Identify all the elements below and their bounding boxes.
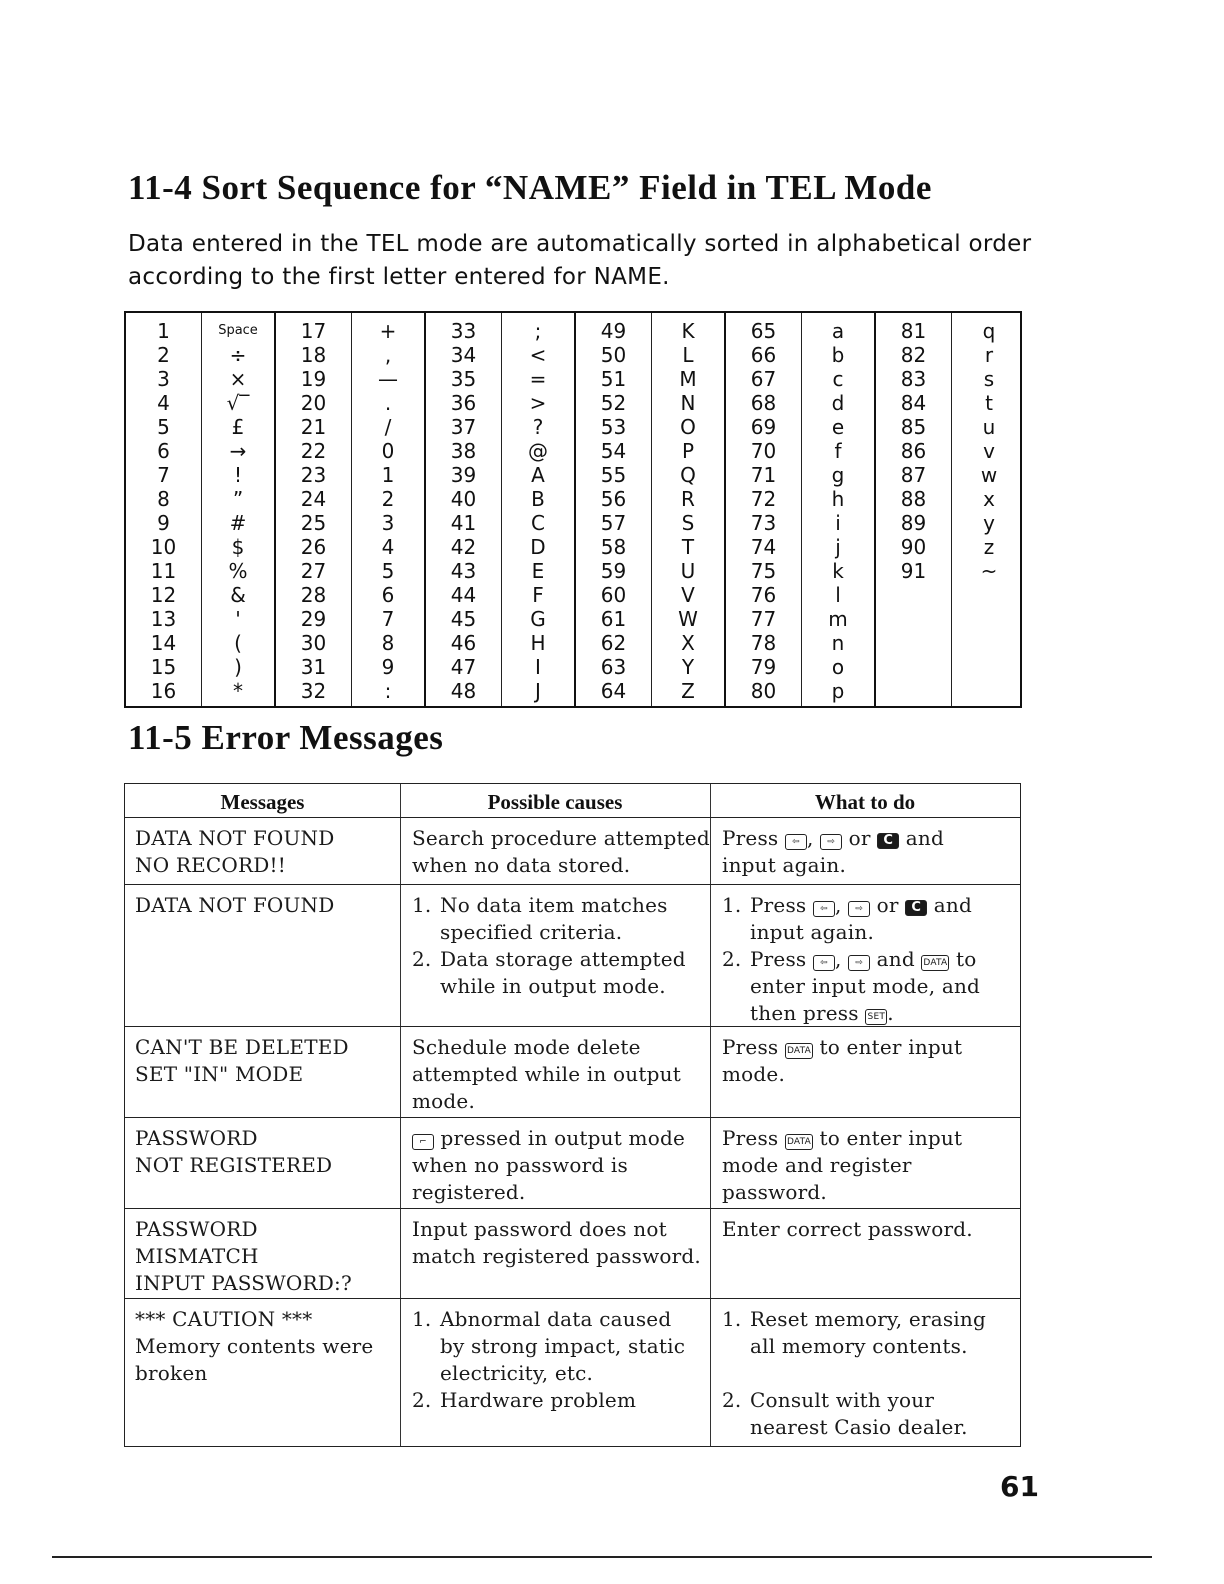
possible-cause xyxy=(412,892,686,1000)
sort-character: @ xyxy=(528,439,548,463)
sort-character: # xyxy=(229,511,247,535)
sort-character: ~ xyxy=(980,559,998,583)
text-line xyxy=(722,1360,986,1387)
sort-section-intro xyxy=(128,228,1048,294)
sort-character: L xyxy=(682,343,694,367)
sort-character: v xyxy=(983,439,995,463)
sort-character: B xyxy=(531,487,545,511)
sort-order-number: 39 xyxy=(450,463,477,487)
sort-order-number: 20 xyxy=(300,391,327,415)
text-line: electricity, etc. xyxy=(440,1361,594,1385)
sort-character: b xyxy=(831,343,845,367)
sort-character: X xyxy=(681,631,695,655)
sort-order-number: 34 xyxy=(450,343,477,367)
sort-order-number: 61 xyxy=(600,607,627,631)
text-line: input again. xyxy=(722,853,847,877)
sort-character: — xyxy=(378,367,398,391)
possible-cause xyxy=(412,825,710,879)
sort-order-number: 42 xyxy=(450,535,477,559)
header-possible-causes: Possible causes xyxy=(487,790,623,814)
sort-order-number: 82 xyxy=(900,343,927,367)
sort-character: A xyxy=(531,463,545,487)
sort-character: = xyxy=(529,367,547,391)
sort-character: f xyxy=(834,439,842,463)
sort-order-number: 50 xyxy=(600,343,627,367)
sort-character: 2 xyxy=(381,487,395,511)
sort-order-number: 1 xyxy=(157,319,170,343)
remedy xyxy=(722,892,980,1027)
right-scroll-key-icon: ⇨ xyxy=(848,955,870,971)
sort-character: O xyxy=(680,415,696,439)
sort-order-number: 81 xyxy=(900,319,927,343)
sort-order-number: 4 xyxy=(157,391,170,415)
sort-order-number: 14 xyxy=(150,631,177,655)
text-line: mode. xyxy=(722,1062,786,1086)
text-line: when no password is xyxy=(412,1153,628,1177)
sort-order-number: 40 xyxy=(450,487,477,511)
message-line: broken xyxy=(135,1361,208,1385)
sort-character: . xyxy=(384,391,392,415)
sort-character: Space xyxy=(218,323,258,338)
sort-number-column xyxy=(126,313,202,706)
text-line: mode. xyxy=(412,1089,476,1113)
list-number: 2. xyxy=(722,1388,742,1412)
text-line: input again. xyxy=(750,920,875,944)
clear-key-icon: C xyxy=(877,833,899,849)
sort-order-number: 69 xyxy=(750,415,777,439)
sort-character: , xyxy=(384,343,392,367)
sort-order-number: 23 xyxy=(300,463,327,487)
sort-order-number: 55 xyxy=(600,463,627,487)
possible-cause xyxy=(412,1034,681,1115)
message-line: DATA NOT FOUND xyxy=(135,893,335,917)
sort-order-number: 26 xyxy=(300,535,327,559)
sort-character: K xyxy=(681,319,695,343)
sort-character: ÷ xyxy=(229,343,247,367)
text-line: 2. Data storage attempted xyxy=(412,947,686,971)
remedy xyxy=(722,825,944,879)
password-key-icon: ⌐ xyxy=(412,1134,434,1150)
sort-character: 6 xyxy=(381,583,395,607)
remedy xyxy=(722,1125,962,1206)
sort-character: 7 xyxy=(381,607,395,631)
sort-order-number: 53 xyxy=(600,415,627,439)
sort-character: W xyxy=(678,607,698,631)
text-line: by strong impact, static xyxy=(440,1334,686,1358)
list-number: 2. xyxy=(412,1388,432,1412)
sort-order-number: 58 xyxy=(600,535,627,559)
sort-character: T xyxy=(681,535,695,559)
sort-character: H xyxy=(530,631,546,655)
left-scroll-key-icon: ⇦ xyxy=(813,955,835,971)
sort-order-number: 25 xyxy=(300,511,327,535)
sort-order-number: 90 xyxy=(900,535,927,559)
right-scroll-key-icon: ⇨ xyxy=(820,834,842,850)
sort-character: J xyxy=(535,679,541,703)
sort-order-number: 28 xyxy=(300,583,327,607)
text-line: Enter correct password. xyxy=(722,1217,973,1241)
text-line: 2. Press ⇦ , ⇨ and DATA to xyxy=(722,947,977,971)
error-message xyxy=(135,1306,373,1387)
sort-order-number: 70 xyxy=(750,439,777,463)
sort-character-column xyxy=(502,313,576,706)
sort-order-number: 7 xyxy=(157,463,170,487)
sort-order-number: 13 xyxy=(150,607,177,631)
sort-character: E xyxy=(531,559,545,583)
sort-order-number: 66 xyxy=(750,343,777,367)
header-messages: Messages xyxy=(220,790,305,814)
sort-order-number: 41 xyxy=(450,511,477,535)
sort-character: m xyxy=(828,607,848,631)
sort-character: s xyxy=(983,367,995,391)
text-line: password. xyxy=(722,1180,827,1204)
message-line: INPUT PASSWORD:? xyxy=(135,1271,352,1295)
sort-character-column xyxy=(952,313,1026,706)
sort-character: C xyxy=(531,511,545,535)
message-line: DATA NOT FOUND xyxy=(135,826,335,850)
sort-order-number: 9 xyxy=(157,511,170,535)
text-line: Press ⇦ , ⇨ or C and xyxy=(722,826,944,850)
sort-character: u xyxy=(982,415,996,439)
error-message xyxy=(135,1125,332,1179)
page-number: 61 xyxy=(1000,1470,1039,1503)
text-line: 1. Press ⇦ , ⇨ or C and xyxy=(722,893,972,917)
sort-character: £ xyxy=(231,415,245,439)
sort-character: y xyxy=(983,511,995,535)
error-message xyxy=(135,1034,349,1088)
possible-cause xyxy=(412,1125,685,1206)
text-line: Schedule mode delete xyxy=(412,1035,641,1059)
sort-order-number: 65 xyxy=(750,319,777,343)
sort-order-number: 62 xyxy=(600,631,627,655)
sort-order-number: 75 xyxy=(750,559,777,583)
sort-character: c xyxy=(832,367,844,391)
text-line: match registered password. xyxy=(412,1244,701,1268)
sort-order-number: 12 xyxy=(150,583,177,607)
sort-order-number: 88 xyxy=(900,487,927,511)
text-line: Press DATA to enter input xyxy=(722,1126,963,1150)
sort-character: ) xyxy=(234,655,242,679)
right-scroll-key-icon: ⇨ xyxy=(848,901,870,917)
set-key-icon: SET xyxy=(865,1009,887,1025)
sort-order-number: 45 xyxy=(450,607,477,631)
sort-character: n xyxy=(831,631,845,655)
sort-order-number: 8 xyxy=(157,487,170,511)
data-key-icon: DATA xyxy=(785,1043,813,1059)
sort-order-number: 83 xyxy=(900,367,927,391)
text-line: 1. Abnormal data caused xyxy=(412,1307,672,1331)
sort-order-number: 91 xyxy=(900,559,927,583)
sort-order-number: 37 xyxy=(450,415,477,439)
sort-order-number: 2 xyxy=(157,343,170,367)
possible-cause xyxy=(412,1306,685,1414)
sort-character: 8 xyxy=(381,631,395,655)
sort-order-number: 22 xyxy=(300,439,327,463)
sort-order-number: 63 xyxy=(600,655,627,679)
sort-character: < xyxy=(529,343,547,367)
sort-character: h xyxy=(831,487,845,511)
list-number: 2. xyxy=(412,947,432,971)
sort-order-number: 5 xyxy=(157,415,170,439)
list-number: 1. xyxy=(412,1307,432,1331)
sort-sequence-table xyxy=(124,311,1022,708)
sort-order-number: 24 xyxy=(300,487,327,511)
sort-character: & xyxy=(230,583,246,607)
possible-cause xyxy=(412,1216,701,1270)
sort-order-number: 21 xyxy=(300,415,327,439)
footer-rule xyxy=(52,1556,1152,1558)
sort-character: ' xyxy=(235,607,241,631)
sort-order-number: 33 xyxy=(450,319,477,343)
sort-order-number: 30 xyxy=(300,631,327,655)
sort-order-number: 47 xyxy=(450,655,477,679)
sort-character: * xyxy=(233,679,243,703)
sort-order-number: 16 xyxy=(150,679,177,703)
sort-section-title: 11-4 Sort Sequence for “NAME” Field in TEL Mode xyxy=(128,168,932,207)
sort-character: D xyxy=(530,535,546,559)
sort-order-number: 17 xyxy=(300,319,327,343)
sort-order-number: 68 xyxy=(750,391,777,415)
sort-number-column xyxy=(276,313,352,706)
sort-order-number: 19 xyxy=(300,367,327,391)
sort-character: 5 xyxy=(381,559,395,583)
sort-order-number: 64 xyxy=(600,679,627,703)
sort-character: + xyxy=(379,319,397,343)
sort-character: Y xyxy=(681,655,695,679)
sort-order-number: 38 xyxy=(450,439,477,463)
message-line: NOT REGISTERED xyxy=(135,1153,333,1177)
sort-character: P xyxy=(681,439,695,463)
sort-character: V xyxy=(681,583,695,607)
sort-character: → xyxy=(229,439,247,463)
sort-order-number: 89 xyxy=(900,511,927,535)
sort-character-column xyxy=(202,313,276,706)
sort-character: R xyxy=(681,487,695,511)
sort-order-number: 85 xyxy=(900,415,927,439)
remedy xyxy=(722,1216,973,1243)
sort-order-number: 57 xyxy=(600,511,627,535)
sort-character: x xyxy=(983,487,995,511)
remedy xyxy=(722,1306,986,1441)
message-line: CAN'T BE DELETED xyxy=(135,1035,349,1059)
row-divider xyxy=(125,884,1020,885)
text-line: Press DATA to enter input xyxy=(722,1035,963,1059)
sort-number-column xyxy=(726,313,802,706)
list-number: 2. xyxy=(722,947,742,971)
sort-order-number: 44 xyxy=(450,583,477,607)
sort-character: j xyxy=(835,535,841,559)
intro-line: according to the first letter entered for NAME. xyxy=(128,264,670,290)
sort-character: q xyxy=(982,319,996,343)
sort-character: r xyxy=(984,343,994,367)
data-key-icon: DATA xyxy=(921,955,949,971)
sort-character: > xyxy=(529,391,547,415)
sort-order-number: 6 xyxy=(157,439,170,463)
sort-number-column xyxy=(426,313,502,706)
sort-character: ( xyxy=(234,631,242,655)
sort-character: d xyxy=(831,391,845,415)
sort-character: 3 xyxy=(381,511,395,535)
sort-character-column xyxy=(352,313,426,706)
message-line: *** CAUTION *** xyxy=(135,1307,313,1331)
message-line: MISMATCH xyxy=(135,1244,259,1268)
sort-order-number: 3 xyxy=(157,367,170,391)
message-line: NO RECORD!! xyxy=(135,853,286,877)
sort-order-number: 35 xyxy=(450,367,477,391)
sort-character: : xyxy=(384,679,392,703)
sort-character: w xyxy=(980,463,998,487)
message-line: PASSWORD xyxy=(135,1217,258,1241)
text-line: ⌐ pressed in output mode xyxy=(412,1125,685,1152)
sort-character: N xyxy=(680,391,696,415)
text-line: then press SET . xyxy=(750,1001,894,1025)
text-line: all memory contents. xyxy=(750,1334,968,1358)
sort-character: F xyxy=(532,583,544,607)
sort-order-number: 73 xyxy=(750,511,777,535)
sort-character: ? xyxy=(532,415,544,439)
row-divider xyxy=(125,1208,1020,1209)
sort-character: % xyxy=(228,559,248,583)
error-message xyxy=(135,1216,352,1297)
list-number: 1. xyxy=(722,893,742,917)
sort-order-number: 87 xyxy=(900,463,927,487)
sort-order-number: 79 xyxy=(750,655,777,679)
text-line: attempted while in output xyxy=(412,1062,681,1086)
sort-order-number: 74 xyxy=(750,535,777,559)
sort-order-number: 84 xyxy=(900,391,927,415)
sort-character: U xyxy=(680,559,696,583)
error-message xyxy=(135,892,335,919)
sort-order-number: 78 xyxy=(750,631,777,655)
sort-order-number: 27 xyxy=(300,559,327,583)
sort-character: G xyxy=(530,607,546,631)
sort-order-number: 43 xyxy=(450,559,477,583)
text-line: while in output mode. xyxy=(440,974,666,998)
sort-order-number: 49 xyxy=(600,319,627,343)
clear-key-icon: C xyxy=(905,900,927,916)
text-line: 1. No data item matches xyxy=(412,893,668,917)
sort-character: 1 xyxy=(381,463,395,487)
sort-order-number: 29 xyxy=(300,607,327,631)
sort-order-number: 32 xyxy=(300,679,327,703)
row-divider xyxy=(125,1298,1020,1299)
sort-character: 0 xyxy=(381,439,395,463)
sort-character-column xyxy=(652,313,726,706)
text-line: mode and register xyxy=(722,1153,912,1177)
sort-number-column xyxy=(876,313,952,706)
sort-character: ! xyxy=(233,463,243,487)
sort-order-number: 11 xyxy=(150,559,177,583)
message-line: Memory contents were xyxy=(135,1334,374,1358)
text-line: registered. xyxy=(412,1180,526,1204)
text-line: 1. Reset memory, erasing xyxy=(722,1307,986,1331)
sort-order-number: 67 xyxy=(750,367,777,391)
sort-order-number: 76 xyxy=(750,583,777,607)
sort-character: t xyxy=(985,391,993,415)
sort-character: e xyxy=(831,415,845,439)
list-number: 1. xyxy=(722,1307,742,1331)
sort-order-number: 72 xyxy=(750,487,777,511)
sort-character: 9 xyxy=(381,655,395,679)
sort-character: i xyxy=(835,511,841,535)
remedy xyxy=(722,1034,962,1088)
sort-order-number: 36 xyxy=(450,391,477,415)
sort-order-number: 48 xyxy=(450,679,477,703)
sort-order-number: 51 xyxy=(600,367,627,391)
sort-character: z xyxy=(983,535,995,559)
error-message xyxy=(135,825,335,879)
text-line: 2. Hardware problem xyxy=(412,1388,637,1412)
error-messages-table xyxy=(124,783,1021,1447)
sort-character: 4 xyxy=(381,535,395,559)
text-line: enter input mode, and xyxy=(750,974,981,998)
sort-character: o xyxy=(831,655,845,679)
sort-character: $ xyxy=(231,535,245,559)
row-divider xyxy=(125,817,1020,818)
sort-order-number: 10 xyxy=(150,535,177,559)
sort-order-number: 18 xyxy=(300,343,327,367)
sort-order-number: 52 xyxy=(600,391,627,415)
left-scroll-key-icon: ⇦ xyxy=(785,834,807,850)
sort-character: / xyxy=(384,415,392,439)
message-line: SET "IN" MODE xyxy=(135,1062,304,1086)
sort-character: √‾ xyxy=(226,391,250,415)
sort-character: I xyxy=(535,655,541,679)
text-line: specified criteria. xyxy=(440,920,623,944)
sort-order-number: 86 xyxy=(900,439,927,463)
sort-order-number: 46 xyxy=(450,631,477,655)
sort-order-number: 15 xyxy=(150,655,177,679)
sort-character: S xyxy=(681,511,695,535)
list-number: 1. xyxy=(412,893,432,917)
sort-character: Z xyxy=(681,679,695,703)
sort-character: p xyxy=(831,679,845,703)
sort-order-number: 59 xyxy=(600,559,627,583)
sort-character-column xyxy=(802,313,876,706)
header-what-to-do: What to do xyxy=(814,790,916,814)
text-line: 2. Consult with your xyxy=(722,1388,935,1412)
sort-character: × xyxy=(229,367,247,391)
left-scroll-key-icon: ⇦ xyxy=(813,901,835,917)
row-divider xyxy=(125,1117,1020,1118)
sort-character: ” xyxy=(232,487,244,511)
sort-character: l xyxy=(835,583,841,607)
sort-character: k xyxy=(832,559,844,583)
sort-order-number: 77 xyxy=(750,607,777,631)
text-line: Input password does not xyxy=(412,1217,667,1241)
data-key-icon: DATA xyxy=(785,1134,813,1150)
sort-character: a xyxy=(831,319,845,343)
sort-character: g xyxy=(831,463,845,487)
text-line: nearest Casio dealer. xyxy=(750,1415,968,1439)
message-line: PASSWORD xyxy=(135,1126,258,1150)
sort-character: M xyxy=(679,367,697,391)
sort-order-number: 71 xyxy=(750,463,777,487)
text-line: Search procedure attempted xyxy=(412,826,710,850)
sort-character: ; xyxy=(534,319,542,343)
sort-number-column xyxy=(576,313,652,706)
sort-order-number: 56 xyxy=(600,487,627,511)
sort-order-number: 80 xyxy=(750,679,777,703)
intro-line: Data entered in the TEL mode are automatically sorted in alphabetical order xyxy=(128,231,1032,257)
error-section-title: 11-5 Error Messages xyxy=(128,718,444,757)
sort-order-number: 31 xyxy=(300,655,327,679)
sort-order-number: 54 xyxy=(600,439,627,463)
sort-character: Q xyxy=(680,463,696,487)
sort-order-number: 60 xyxy=(600,583,627,607)
text-line: when no data stored. xyxy=(412,853,631,877)
